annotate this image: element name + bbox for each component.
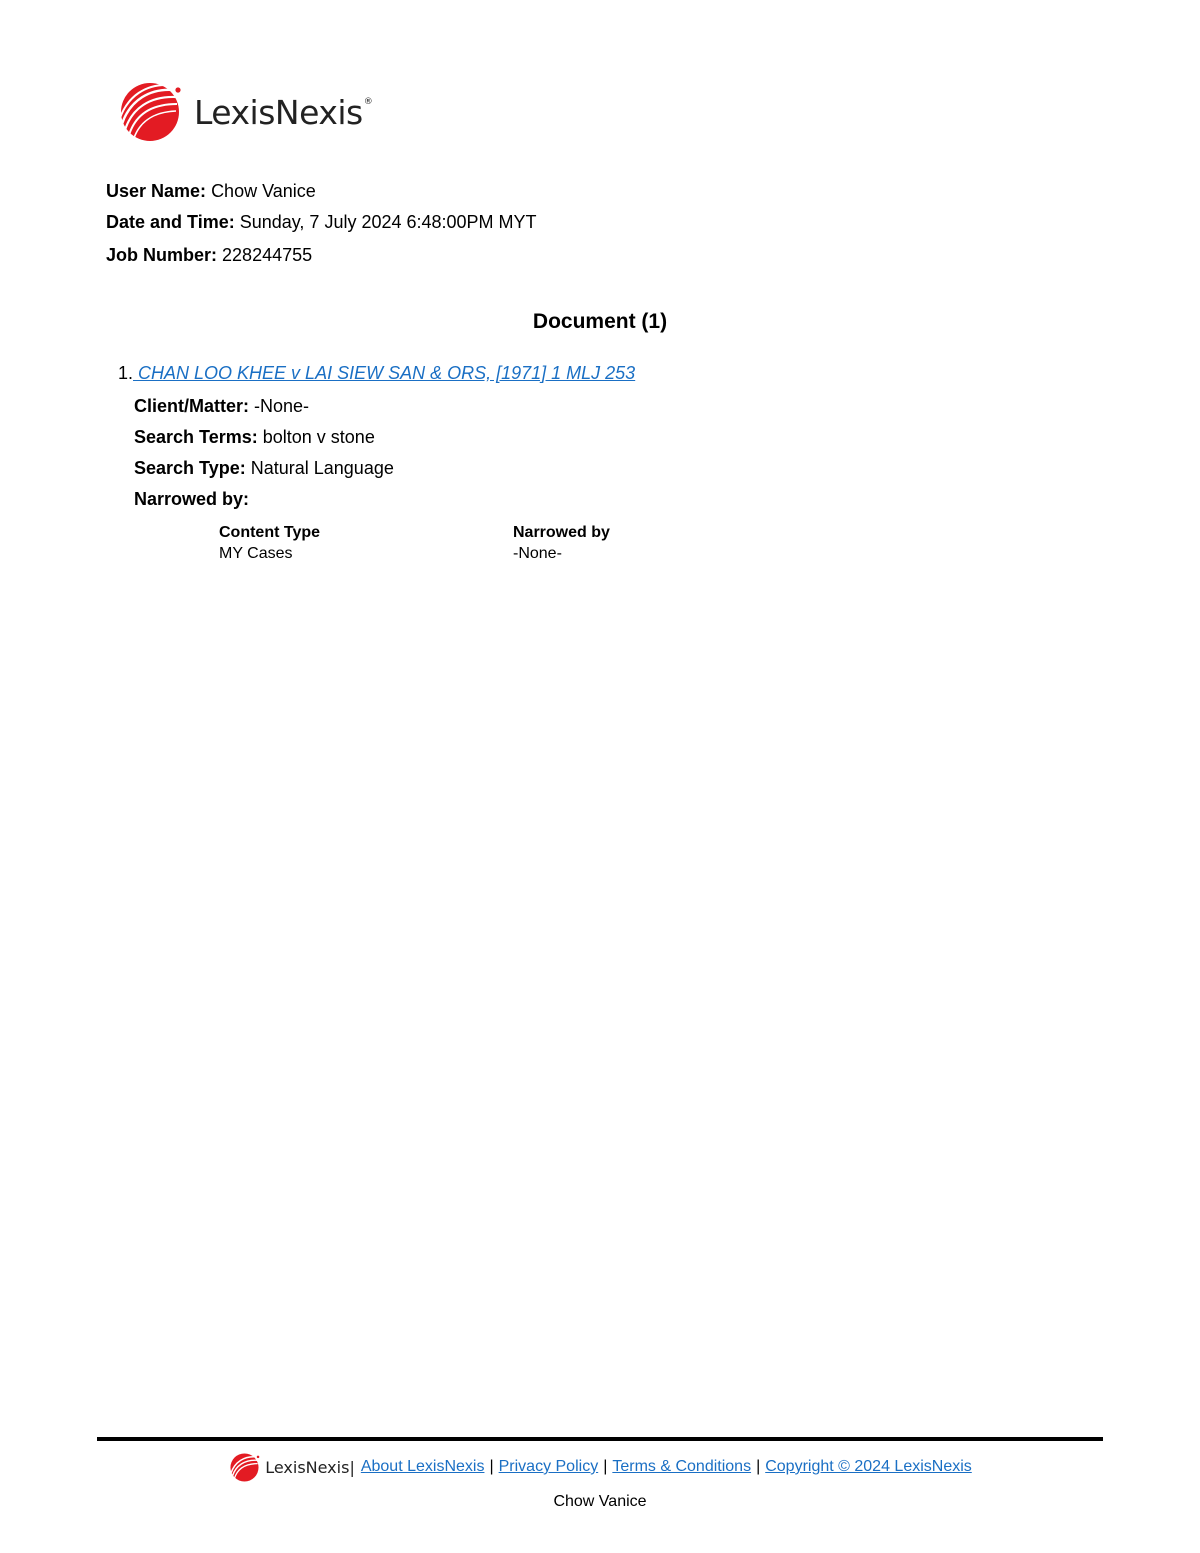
document-heading: Document (1) xyxy=(532,310,668,333)
table-header: Content Type xyxy=(219,524,321,541)
footer-wordmark: LexisNexis| xyxy=(265,1457,355,1477)
job-number-label: Job Number: xyxy=(106,245,218,265)
result-number: 1. xyxy=(118,363,134,383)
lexisnexis-emblem-icon xyxy=(228,1452,260,1482)
date-time-label: Date and Time: xyxy=(106,212,235,232)
narrowed-by-column xyxy=(513,522,610,564)
client-matter-value: -None- xyxy=(254,396,310,416)
footer-separator: | xyxy=(603,1458,608,1475)
footer-separator: | xyxy=(756,1458,761,1475)
terms-conditions-link[interactable]: Terms & Conditions xyxy=(612,1458,752,1475)
user-name-label: User Name: xyxy=(106,181,207,201)
job-number-value: 228244755 xyxy=(222,245,313,265)
table-header: Narrowed by xyxy=(513,524,610,541)
footer-separator: | xyxy=(489,1458,494,1475)
lexisnexis-logo xyxy=(116,80,372,142)
table-cell: -None- xyxy=(513,545,562,562)
footer-divider xyxy=(97,1437,1103,1441)
copyright-link[interactable]: Copyright © 2024 LexisNexis xyxy=(765,1458,972,1475)
client-matter-row xyxy=(134,395,309,417)
lexisnexis-emblem-icon xyxy=(116,80,182,142)
case-link[interactable]: CHAN LOO KHEE v LAI SIEW SAN & ORS, [1971] 1 MLJ 253 xyxy=(133,363,636,383)
narrowed-by-row xyxy=(134,488,249,510)
content-type-column xyxy=(219,522,320,564)
date-time-value: Sunday, 7 July 2024 6:48:00PM MYT xyxy=(239,212,537,232)
search-terms-value: bolton v stone xyxy=(262,427,375,447)
user-name-value: Chow Vanice xyxy=(211,181,316,201)
lexisnexis-wordmark: LexisNexis® xyxy=(194,92,373,132)
client-matter-label: Client/Matter: xyxy=(134,396,250,416)
about-lexisnexis-link[interactable]: About LexisNexis xyxy=(360,1458,485,1475)
result-list-item xyxy=(118,362,635,384)
narrowed-by-label: Narrowed by: xyxy=(134,489,250,509)
search-type-value: Natural Language xyxy=(250,458,394,478)
table-cell: MY Cases xyxy=(219,545,293,562)
date-time-row xyxy=(106,211,537,233)
search-type-label: Search Type: xyxy=(134,458,246,478)
search-type-row xyxy=(134,457,394,479)
privacy-policy-link[interactable]: Privacy Policy xyxy=(498,1458,599,1475)
footer-links xyxy=(0,1452,1200,1482)
user-name-row xyxy=(106,180,316,202)
job-number-row xyxy=(106,244,312,266)
footer-user-name: Chow Vanice xyxy=(553,1493,647,1510)
search-terms-label: Search Terms: xyxy=(134,427,258,447)
search-terms-row xyxy=(134,426,375,448)
